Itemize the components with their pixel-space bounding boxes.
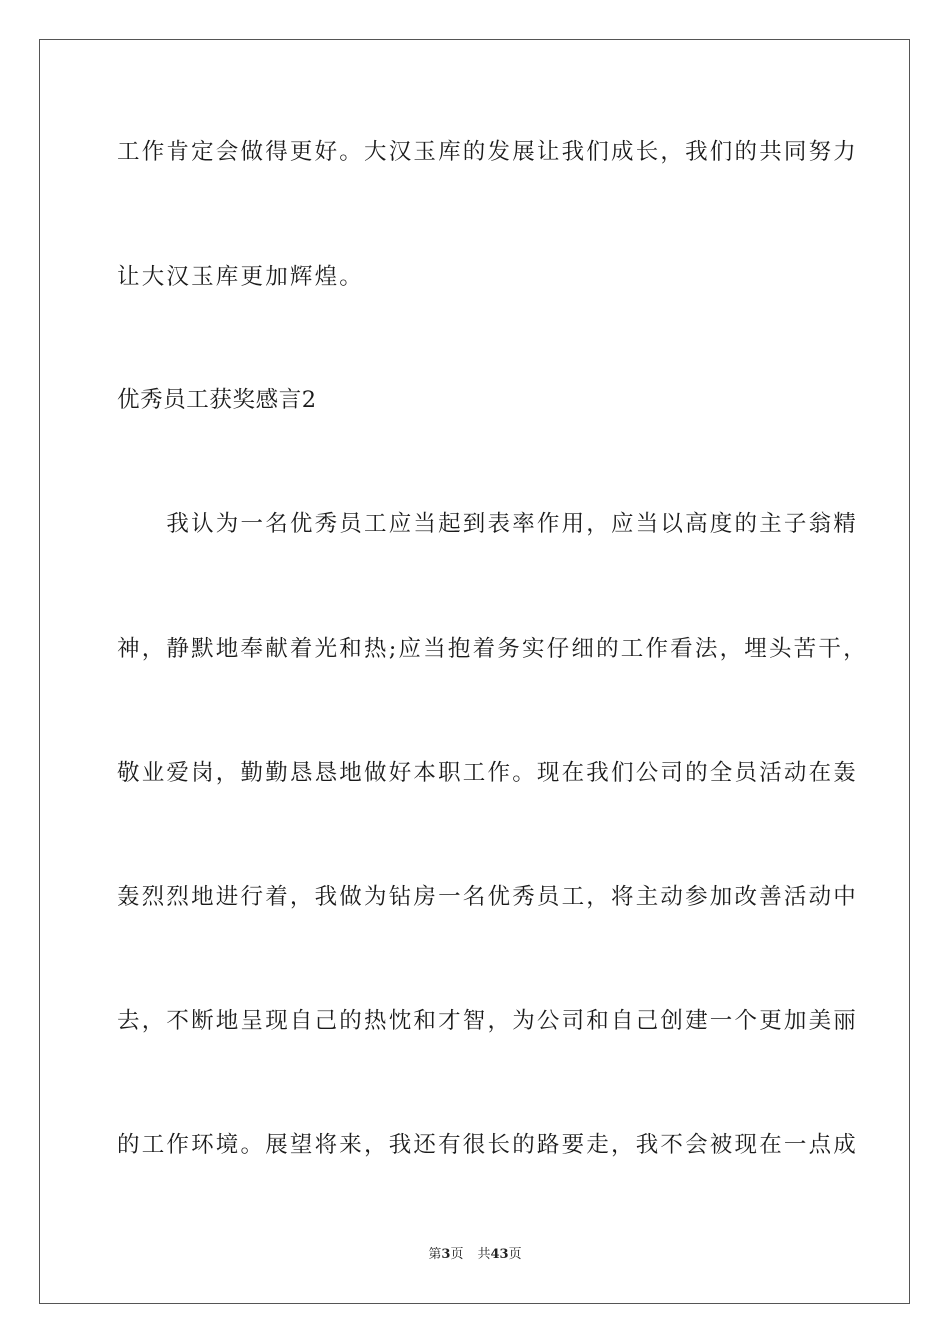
footer-total-suffix: 页 (508, 1247, 522, 1262)
page-border (39, 39, 910, 1304)
footer-total-prefix: 共 (477, 1247, 491, 1262)
body-text-line: 轰烈烈地进行着，我做为钻房一名优秀员工，将主动参加改善活动中 (117, 884, 859, 910)
footer-page-suffix: 页 (450, 1247, 464, 1262)
body-text-line: 工作肯定会做得更好。大汉玉库的发展让我们成长，我们的共同努力 (117, 139, 859, 165)
footer-page-current: 3 (441, 1247, 451, 1262)
footer-page-prefix: 第 (428, 1247, 442, 1262)
body-text-line: 我认为一名优秀员工应当起到表率作用，应当以高度的主子翁精 (117, 511, 859, 537)
body-text-line: 的工作环境。展望将来，我还有很长的路要走，我不会被现在一点成 (117, 1132, 859, 1158)
body-text-line: 敬业爱岗，勤勤恳恳地做好本职工作。现在我们公司的全员活动在轰 (117, 760, 859, 786)
body-text-line: 去，不断地呈现自己的热忱和才智，为公司和自己创建一个更加美丽 (117, 1008, 859, 1034)
section-heading: 优秀员工获奖感言2 (117, 387, 317, 413)
footer-page-total: 43 (490, 1247, 509, 1262)
body-text-line: 神，静默地奉献着光和热;应当抱着务实仔细的工作看法，埋头苦干， (117, 636, 868, 662)
page-footer (0, 1246, 950, 1264)
body-text-line: 让大汉玉库更加辉煌。 (117, 264, 365, 290)
